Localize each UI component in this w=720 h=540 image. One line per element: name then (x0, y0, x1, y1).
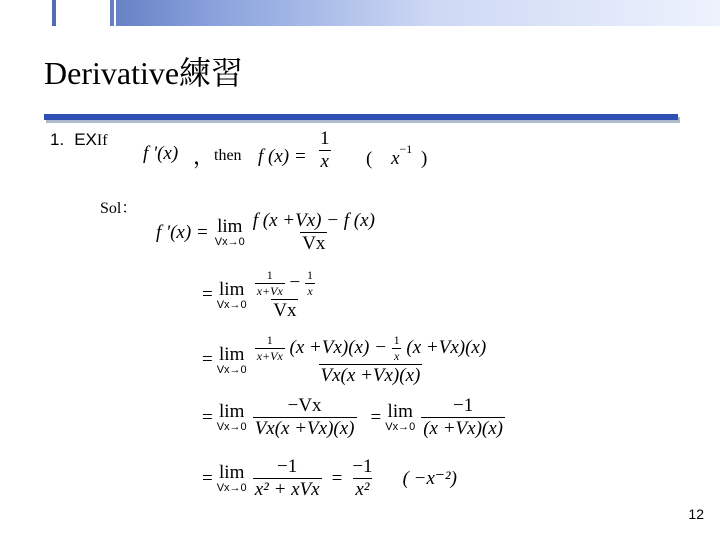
line3-tail: (x +Vx)(x) (406, 336, 487, 358)
rewrite-x: x (391, 148, 400, 170)
lim-text: lim (217, 216, 243, 237)
then-label: then (214, 147, 242, 164)
line5-numerator: −1 (277, 456, 298, 477)
line2-b-den: x (307, 284, 313, 298)
line4-denominator-2: (x +Vx)(x) (423, 418, 503, 439)
line3-a-den: x+Vx (256, 349, 283, 363)
line5-denominator: x² + xVx (254, 479, 320, 500)
lim-subscript: Vx→0 (216, 363, 247, 376)
lim-text: lim (219, 462, 245, 483)
line4-denominator: Vx(x +Vx)(x) (254, 418, 355, 439)
line3-b-den: x (393, 349, 400, 363)
lim-text: lim (387, 401, 413, 422)
close-paren: ) (421, 148, 428, 170)
difference-quotient (251, 210, 377, 255)
solution-line-1 (156, 210, 377, 255)
line4-numerator-2: −1 (452, 395, 474, 416)
top-decorative-bar (0, 0, 720, 26)
limit-operator-2 (385, 402, 415, 433)
lim-subscript: Vx→0 (385, 421, 416, 433)
line5-numerator-2: −1 (352, 456, 373, 477)
solution-line-2: = lim Vx→0 $\frac{1}{x+Vx}$ − $\frac{1}{x}$ Vx (202, 268, 317, 322)
limit-operator (217, 280, 247, 311)
open-paren: ( (366, 148, 373, 170)
solution-line-3: = lim Vx→0 $\frac{1}{x+Vx}$ (x +Vx)(x) − $\frac{1}{x}$ (x +Vx)(x) Vx(x +Vx)(x) (202, 333, 487, 386)
line3-a-num: 1 (266, 333, 273, 347)
line2-b-num: 1 (307, 268, 313, 282)
lim-subscript: Vx→0 (216, 421, 247, 433)
given-fraction (318, 128, 332, 173)
given-numerator: 1 (320, 128, 330, 149)
line3-numerator (253, 333, 489, 364)
title-divider (44, 114, 678, 120)
f-of-x-equals: f (x) = (258, 146, 307, 167)
sol-label: Sol： (100, 200, 138, 217)
line2-fraction (253, 268, 317, 322)
line5-fraction (253, 456, 322, 501)
fprime-lhs: f '(x) = (156, 221, 209, 243)
line2-a-den: x+Vx (256, 284, 283, 298)
line3-mid: (x +Vx)(x) − (289, 336, 387, 358)
line4-fraction (253, 395, 357, 440)
line4-numerator: −Vx (287, 395, 322, 416)
line5-equals: = (331, 467, 343, 489)
lim-subscript: Vx→0 (216, 482, 247, 494)
line5-result: ( −x⁻²) (402, 468, 457, 489)
page-number: 12 (688, 506, 704, 522)
line2-numerator (253, 268, 317, 299)
limit-operator (217, 345, 247, 376)
limit-operator (217, 463, 247, 494)
rewrite-exponent: −1 (399, 142, 413, 156)
given-denominator: x (320, 151, 329, 172)
problem-number: 1. (50, 130, 65, 149)
lim-subscript: Vx→0 (216, 298, 247, 311)
ex-label: EX (74, 130, 97, 149)
solution-line-4: = lim Vx→0 $\frac{-Vx}{Vx(x +Vx)(x)}$ = lim Vx→0 $\frac{-1}{(x +Vx)(x)}$ (202, 395, 503, 439)
given-rewrite (366, 142, 428, 170)
line5-fraction-2 (350, 456, 374, 501)
lim-subscript: Vx→0 (214, 236, 245, 248)
lim-text: lim (219, 401, 245, 422)
line3-b-num: 1 (393, 333, 400, 347)
line3-denominator: Vx(x +Vx)(x) (320, 365, 421, 386)
line4-fraction-2 (421, 395, 505, 440)
limit-operator (217, 402, 247, 433)
line1-numerator: f (x +Vx) − f (x) (252, 210, 375, 231)
lim-text: lim (219, 278, 245, 300)
line2-a-num: 1 (266, 268, 273, 282)
comma: ， (193, 144, 216, 169)
solution-line-5: = lim Vx→0 $\frac{-1}{\text{x² + xVx}}$ = $\frac{-1}{\text{x²}}$ ( −x⁻²) (202, 456, 457, 500)
line2-denominator: Vx (273, 300, 297, 321)
limit-operator (215, 217, 245, 248)
slide-title: Derivative練習 (44, 55, 244, 91)
if-label: If (96, 132, 108, 149)
line1-denominator: Vx (302, 233, 326, 254)
problem-statement (50, 130, 108, 150)
line2-minus: − (289, 271, 301, 293)
line3-fraction (253, 333, 489, 387)
line4-equals: = (370, 406, 382, 428)
fprime-of-x: f '(x) (143, 143, 179, 164)
line5-denominator-2: x² (355, 479, 370, 500)
lim-text: lim (219, 343, 245, 365)
